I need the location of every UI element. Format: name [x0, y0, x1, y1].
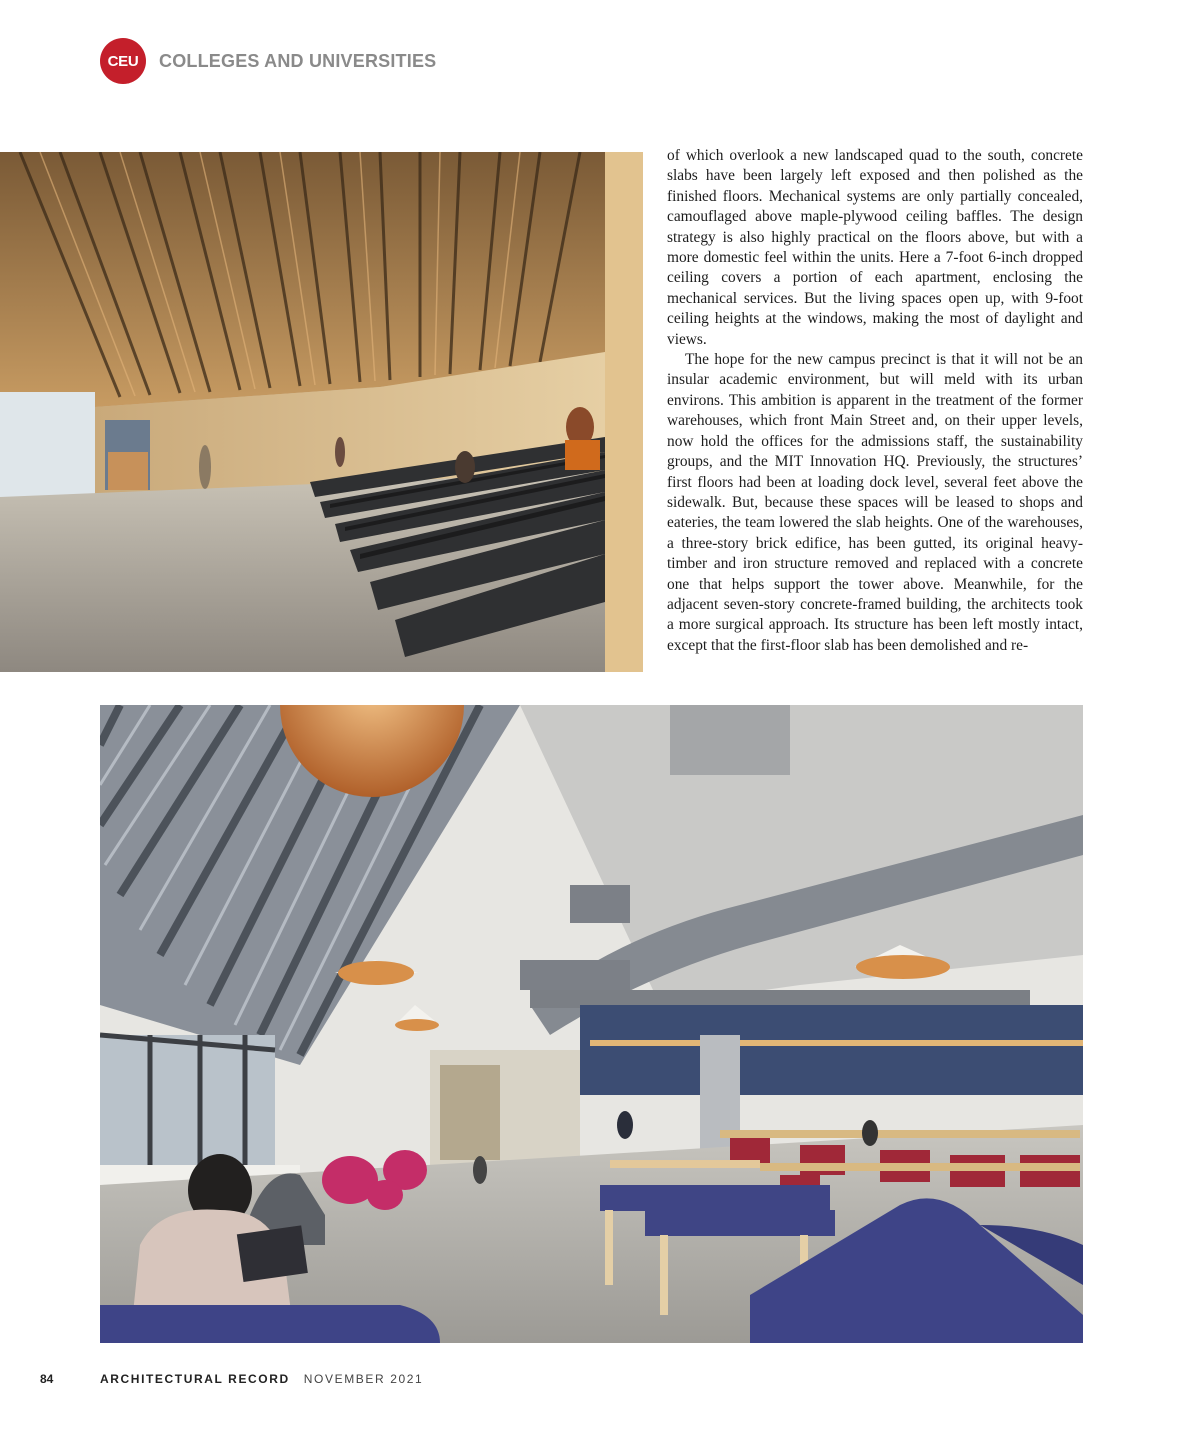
issue-date: NOVEMBER 2021: [303, 1372, 424, 1386]
commons-photo: [100, 705, 1083, 1343]
article-body: [667, 146, 1083, 656]
page-footer: [40, 1372, 423, 1386]
paragraph-2: The hope for the new campus precinct is that it will not be an insular academic environment, but will meld with its urban environs. This ambition is apparent in the treatment of the former warehouses, which front Main Street and, on their upper levels, now hold the offices for the admissions staff, the sustainability groups, and the MIT Innovation HQ. Previously, the structures’ first floors had been at loading dock level, several feet above the sidewalk. But, because these spaces will be leased to shops and eateries, the team lowered the slab heights. One of the warehouses, a three-story brick edifice, has been gutted, its original heavy-timber and iron structure removed and replaced with a concrete one that helps support the tower above. Meanwhile, for the adjacent seven-story concrete-framed building, the architects took a more surgical approach. Its structure has been left mostly intact, except that the first-floor slab has been demolished and re-: [667, 351, 1083, 654]
ceu-badge: CEU: [100, 38, 146, 84]
magazine-name: ARCHITECTURAL RECORD: [100, 1372, 290, 1386]
paragraph-1: of which overlook a new landscaped quad to the south, concrete slabs have been largely left exposed and then polished as the finished floors. Mechanical systems are only partially concealed, camouflaged above maple-plywood ceiling baffles. The design strategy is also highly practical on the floors above, but with a more domestic feel within the units. Here a 7-foot 6-inch dropped ceiling covers a portion of each apartment, enclosing the mechanical services. But the living spaces open up, with 9-foot ceiling heights at the windows, making the most of daylight and views.: [667, 147, 1083, 348]
page-number: 84: [40, 1372, 54, 1386]
auditorium-photo: [0, 152, 643, 672]
page-header: [100, 38, 436, 84]
section-title: COLLEGES AND UNIVERSITIES: [159, 50, 437, 71]
